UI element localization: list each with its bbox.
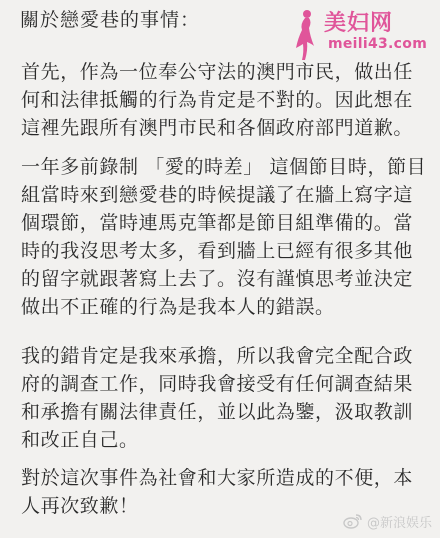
- watermark-brand: 美妇网: [324, 11, 394, 36]
- paragraph-line: 這裡先跟所有澳門市民和各個政府部門道歉。: [21, 117, 414, 139]
- paragraph-line: 和改正自己。: [21, 429, 139, 451]
- paragraph-line: 一年多前錄制 「愛的時差」 這個節目時，節目: [21, 156, 427, 178]
- paragraph-line: 時的我沒思考太多，看到牆上已經有很多其他: [21, 240, 414, 262]
- paragraph-line: 何和法律抵觸的行為肯定是不對的。因此想在: [21, 89, 414, 111]
- paragraph-line: 人再次致歉！: [21, 495, 139, 517]
- weibo-watermark: [343, 510, 432, 532]
- paragraph-line: 首先，作為一位奉公守法的澳門市民，做出任: [21, 61, 414, 83]
- paragraph-line: 個環節，當時連馬克筆都是節目組準備的。當: [21, 212, 414, 234]
- paragraph-line: 的留字就跟著寫上去了。沒有謹慎思考並決定: [21, 268, 414, 290]
- paragraph-2: [21, 153, 431, 321]
- paragraph-1: [21, 58, 431, 142]
- paragraph-line: 組當時來到戀愛巷的時候提議了在牆上寫字這: [21, 184, 414, 206]
- paragraph-line: 對於這次事件為社會和大家所造成的不便，本: [21, 467, 414, 489]
- weibo-icon: [343, 513, 363, 529]
- paragraph-line: 府的調查工作，同時我會接受有任何調查結果: [21, 373, 414, 395]
- watermark-logo: [288, 6, 426, 62]
- paragraph-3: [21, 342, 431, 454]
- paragraph-line: 和承擔有關法律責任，並以此為鑒，汲取教訓: [21, 401, 414, 423]
- paragraph-line: 做出不正確的行為是我本人的錯誤。: [21, 296, 335, 318]
- woman-figure-icon: [290, 8, 320, 60]
- weibo-handle: @新浪娱乐: [366, 515, 432, 531]
- paragraph-line: 我的錯肯定是我來承擔，所以我會完全配合政: [21, 345, 414, 367]
- statement-title: 關於戀愛巷的事情：: [20, 9, 201, 31]
- watermark-url: meili43.com: [328, 36, 428, 52]
